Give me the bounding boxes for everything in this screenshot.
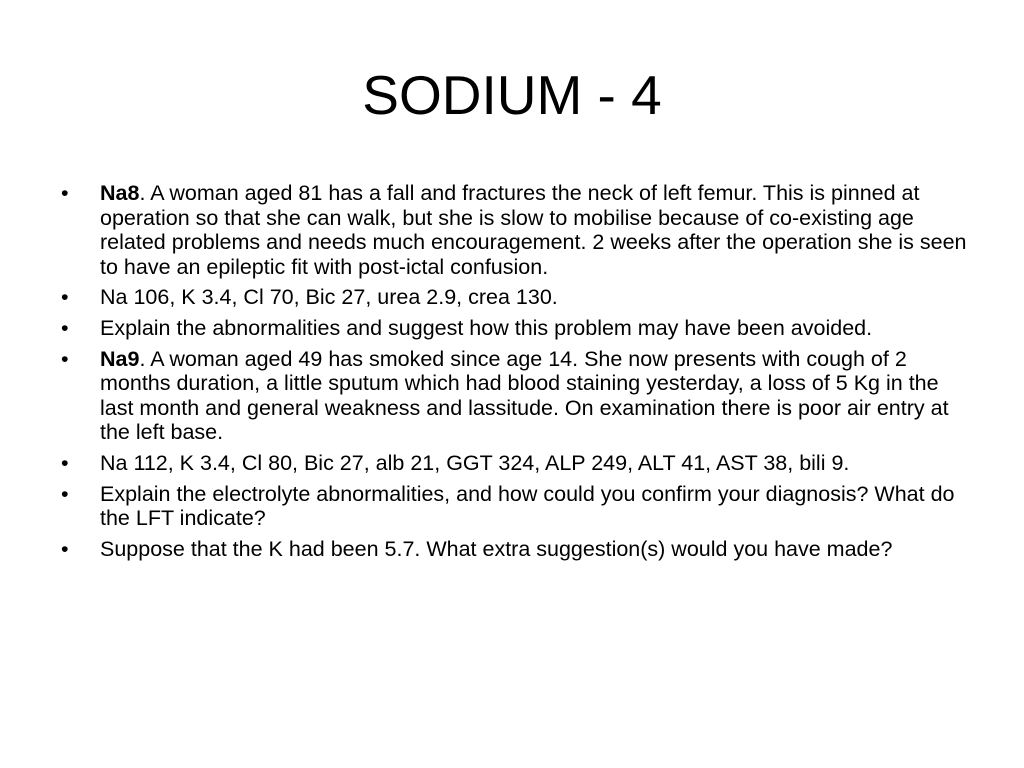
bullet-text: Na 106, K 3.4, Cl 70, Bic 27, urea 2.9, crea 130. (100, 285, 558, 310)
bullet-item-na8-question (58, 316, 970, 341)
bullet-text: Explain the electrolyte abnormalities, and how could you confirm your diagnosis? What do the LFT indicate? (100, 481, 955, 531)
bullet-text: Na 112, K 3.4, Cl 80, Bic 27, alb 21, GGT 324, ALP 249, ALT 41, AST 38, bili 9. (100, 450, 850, 475)
slide-title: SODIUM - 4 (362, 64, 662, 126)
bullet-item-na9-case (58, 347, 970, 445)
bullet-icon: • (61, 315, 69, 340)
bullet-icon: • (61, 536, 69, 561)
bullet-item-na9-results (58, 451, 970, 476)
bullet-icon: • (61, 450, 69, 475)
bullet-icon: • (61, 181, 69, 205)
bullet-item-na8-case (58, 181, 970, 279)
bullet-icon: • (61, 346, 69, 371)
bullet-item-na9-question (58, 482, 970, 531)
case-label: Na9 (100, 346, 140, 371)
bullet-text: . A woman aged 49 has smoked since age 14. She now presents with cough of 2 months duration, a little sputum which had blood staining yesterday, a loss of 5 Kg in the last month and general weakness and lassitude. On examination there is poor air entry at the left base. (100, 346, 949, 445)
bullet-text: Suppose that the K had been 5.7. What extra suggestion(s) would you have made? (100, 536, 893, 561)
bullet-item-na8-results (58, 285, 970, 310)
bullet-icon: • (61, 285, 69, 310)
bullet-item-potassium-question (58, 537, 970, 562)
bullet-list (58, 181, 970, 567)
bullet-text: . A woman aged 81 has a fall and fractures the neck of left femur. This is pinned at operation so that she can walk, but she is slow to mobilise because of co-existing age related problems and needs much encouragement. 2 weeks after the operation she is seen to have an epileptic fit with post-ictal confusion. (100, 181, 967, 279)
case-label: Na8 (100, 181, 140, 205)
bullet-text: Explain the abnormalities and suggest how this problem may have been avoided. (100, 315, 873, 340)
bullet-icon: • (61, 481, 69, 506)
